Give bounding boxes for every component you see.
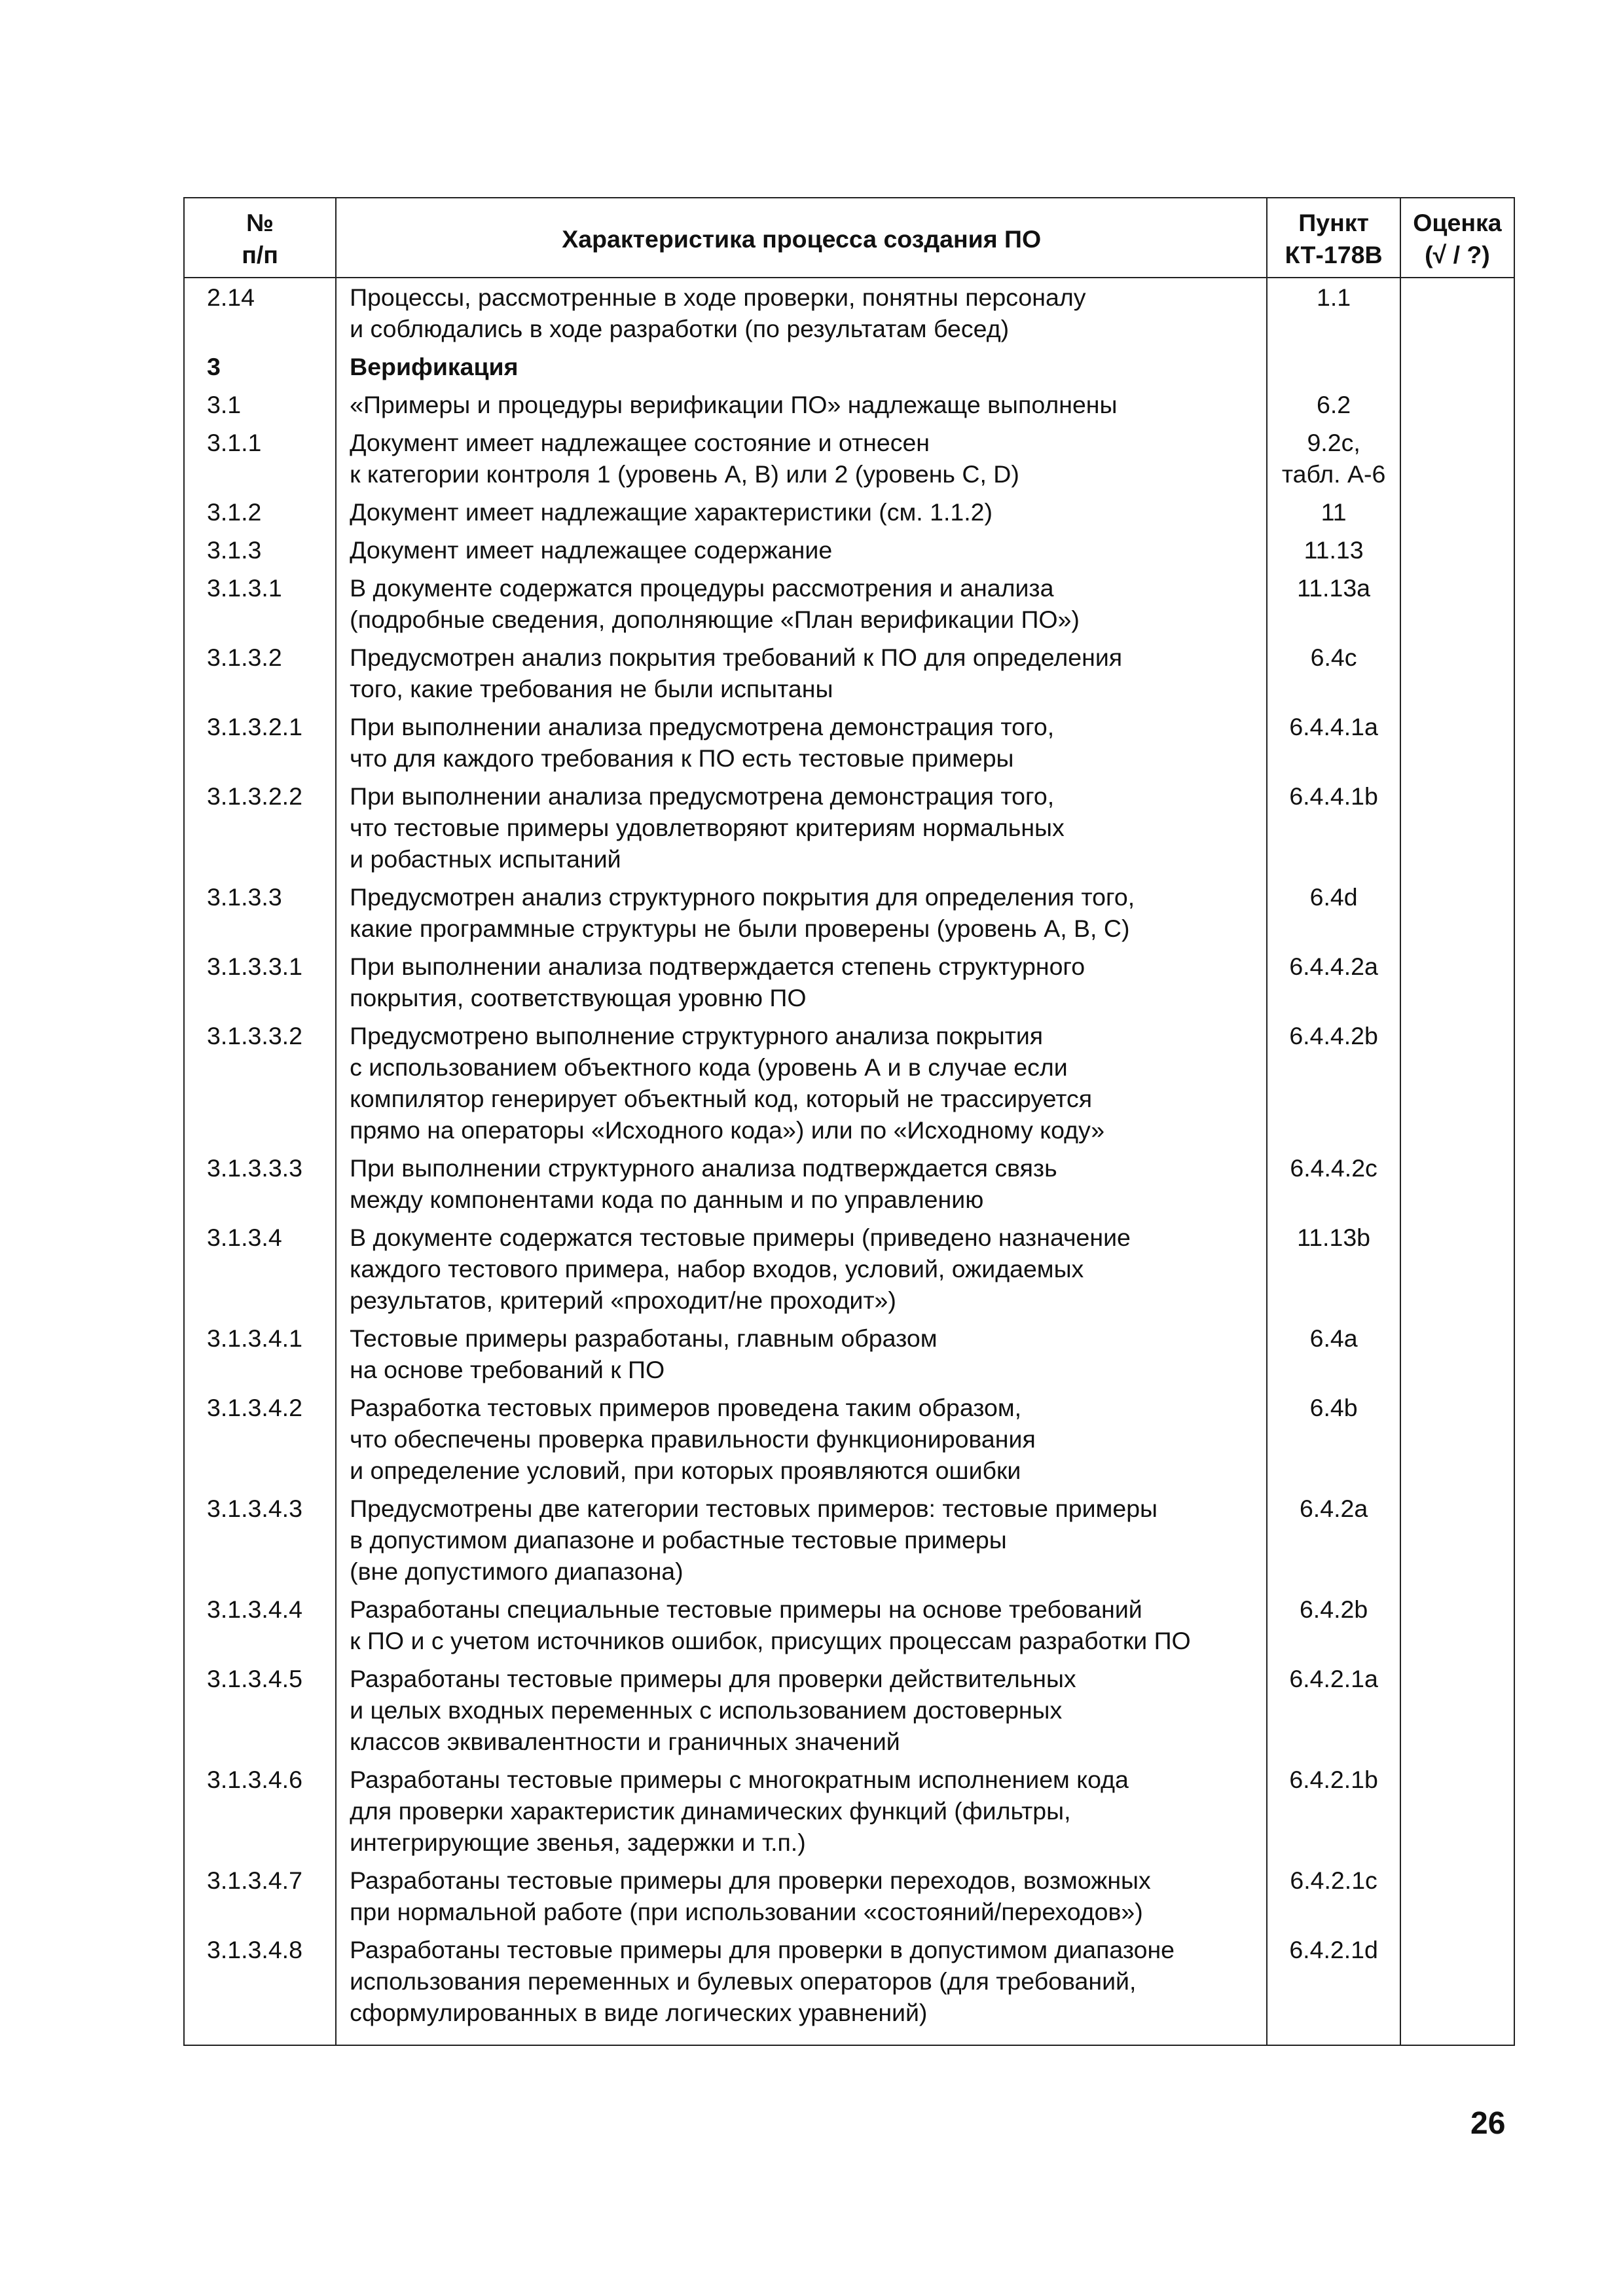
row-clause: 6.4.2b: [1267, 1590, 1400, 1660]
row-number: 3.1.3.4.6: [184, 1760, 336, 1861]
row-assessment: [1400, 1389, 1514, 1489]
table-row: [184, 777, 1514, 878]
row-number: 3.1.3.1: [184, 569, 336, 638]
table-row: [184, 424, 1514, 493]
row-characteristic: В документе содержатся тестовые примеры (приведено назначение каждого тестового примера, набор входов, условий, ожидаемых результатов, критерий «проходит/не проходит»): [336, 1218, 1267, 1319]
row-number: 3.1.3: [184, 531, 336, 569]
row-clause: 6.4b: [1267, 1389, 1400, 1489]
row-number: 3.1.3.3.1: [184, 947, 336, 1017]
table-row: [184, 493, 1514, 531]
row-clause: 6.4.4.2а: [1267, 947, 1400, 1017]
table-header-row: [184, 198, 1514, 278]
table-row: [184, 1861, 1514, 1931]
checklist-table: [183, 197, 1515, 2046]
spacer-cell: [1400, 2032, 1514, 2045]
row-number: 3.1.3.3.2: [184, 1017, 336, 1149]
row-characteristic: Предусмотрен анализ покрытия требований к ПО для определения того, какие требования не были испытаны: [336, 638, 1267, 708]
row-clause: 6.4.2а: [1267, 1489, 1400, 1590]
table-row: [184, 1760, 1514, 1861]
row-assessment: [1400, 1149, 1514, 1218]
row-characteristic: Верификация: [336, 348, 1267, 386]
row-number: 3.1.3.2.2: [184, 777, 336, 878]
row-clause: 1.1: [1267, 278, 1400, 348]
row-clause: 9.2с, табл. А-6: [1267, 424, 1400, 493]
table-row: [184, 1319, 1514, 1389]
table-row: [184, 278, 1514, 348]
row-characteristic: Предусмотрены две категории тестовых примеров: тестовые примеры в допустимом диапазоне и робастные тестовые примеры (вне допустимого диапазона): [336, 1489, 1267, 1590]
row-clause: 6.4с: [1267, 638, 1400, 708]
row-number: 3.1.3.4.7: [184, 1861, 336, 1931]
row-characteristic: Тестовые примеры разработаны, главным образом на основе требований к ПО: [336, 1319, 1267, 1389]
row-clause: 11.13а: [1267, 569, 1400, 638]
row-assessment: [1400, 1660, 1514, 1760]
header-clause: Пункт КТ-178В: [1267, 198, 1400, 278]
row-assessment: [1400, 1760, 1514, 1861]
row-clause: 6.4.2.1а: [1267, 1660, 1400, 1760]
table-row: [184, 1017, 1514, 1149]
table-row: [184, 1149, 1514, 1218]
row-assessment: [1400, 569, 1514, 638]
table-row: [184, 638, 1514, 708]
row-clause: 6.4.2.1b: [1267, 1760, 1400, 1861]
row-assessment: [1400, 1861, 1514, 1931]
table-row: [184, 531, 1514, 569]
table-row: [184, 947, 1514, 1017]
row-clause: 6.4.4.2b: [1267, 1017, 1400, 1149]
row-assessment: [1400, 278, 1514, 348]
row-number: 3.1.3.4.8: [184, 1931, 336, 2032]
row-characteristic: Разработаны тестовые примеры для проверки действительных и целых входных переменных с использованием достоверных классов эквивалентности и граничных значений: [336, 1660, 1267, 1760]
table-row: [184, 348, 1514, 386]
row-assessment: [1400, 878, 1514, 947]
row-number: 3.1.3.4.5: [184, 1660, 336, 1760]
row-characteristic: Документ имеет надлежащее содержание: [336, 531, 1267, 569]
row-characteristic: При выполнении анализа предусмотрена демонстрация того, что для каждого требования к ПО есть тестовые примеры: [336, 708, 1267, 777]
table-row: [184, 878, 1514, 947]
table-row: [184, 708, 1514, 777]
row-assessment: [1400, 708, 1514, 777]
row-clause: 6.4d: [1267, 878, 1400, 947]
row-characteristic: «Примеры и процедуры верификации ПО» надлежаще выполнены: [336, 386, 1267, 424]
row-clause: [1267, 348, 1400, 386]
row-number: 3.1: [184, 386, 336, 424]
row-clause: 11: [1267, 493, 1400, 531]
table-row: [184, 386, 1514, 424]
row-number: 3.1.3.3: [184, 878, 336, 947]
row-assessment: [1400, 947, 1514, 1017]
row-number: 3.1.2: [184, 493, 336, 531]
row-clause: 11.13b: [1267, 1218, 1400, 1319]
row-number: 3.1.3.2: [184, 638, 336, 708]
row-characteristic: Документ имеет надлежащее состояние и отнесен к категории контроля 1 (уровень А, В) или 2 (уровень С, D): [336, 424, 1267, 493]
row-number: 3.1.3.3.3: [184, 1149, 336, 1218]
row-characteristic: Разработаны тестовые примеры для проверки переходов, возможных при нормальной работе (при использовании «состояний/переходов»): [336, 1861, 1267, 1931]
page-number: 26: [1470, 2106, 1506, 2141]
row-assessment: [1400, 1319, 1514, 1389]
row-clause: 6.4.4.2с: [1267, 1149, 1400, 1218]
table-bottom-spacer: [184, 2032, 1514, 2045]
row-characteristic: Процессы, рассмотренные в ходе проверки, понятны персоналу и соблюдались в ходе разработки (по результатам бесед): [336, 278, 1267, 348]
row-clause: 6.4.4.1b: [1267, 777, 1400, 878]
row-clause: 6.2: [1267, 386, 1400, 424]
header-characteristic: Характеристика процесса создания ПО: [336, 198, 1267, 278]
row-number: 3.1.3.4.1: [184, 1319, 336, 1389]
row-assessment: [1400, 1931, 1514, 2032]
table-row: [184, 1218, 1514, 1319]
table-row: [184, 1489, 1514, 1590]
row-assessment: [1400, 1017, 1514, 1149]
row-characteristic: При выполнении анализа предусмотрена демонстрация того, что тестовые примеры удовлетворяют критериям нормальных и робастных испытаний: [336, 777, 1267, 878]
row-number: 3.1.1: [184, 424, 336, 493]
table-row: [184, 1389, 1514, 1489]
header-num: № п/п: [184, 198, 336, 278]
row-assessment: [1400, 777, 1514, 878]
table-body: [184, 278, 1514, 2045]
row-characteristic: Разработаны специальные тестовые примеры на основе требований к ПО и с учетом источников ошибок, присущих процессам разработки ПО: [336, 1590, 1267, 1660]
row-clause: 6.4.4.1а: [1267, 708, 1400, 777]
spacer-cell: [184, 2032, 336, 2045]
row-characteristic: Предусмотрено выполнение структурного анализа покрытия с использованием объектного кода (уровень А и в случае если компилятор генерирует объектный код, который не трассируется прямо на операторы «Исходного кода») или по «Исходному коду»: [336, 1017, 1267, 1149]
row-clause: 6.4а: [1267, 1319, 1400, 1389]
row-characteristic: Разработаны тестовые примеры для проверки в допустимом диапазоне использования переменных и булевых операторов (для требований, сформулированных в виде логических уравнений): [336, 1931, 1267, 2032]
table-row: [184, 1931, 1514, 2032]
spacer-cell: [336, 2032, 1267, 2045]
row-assessment: [1400, 386, 1514, 424]
spacer-cell: [1267, 2032, 1400, 2045]
row-number: 2.14: [184, 278, 336, 348]
row-assessment: [1400, 1489, 1514, 1590]
row-assessment: [1400, 531, 1514, 569]
table-row: [184, 569, 1514, 638]
row-characteristic: Предусмотрен анализ структурного покрытия для определения того, какие программные структуры не были проверены (уровень А, В, С): [336, 878, 1267, 947]
row-number: 3.1.3.4.4: [184, 1590, 336, 1660]
row-assessment: [1400, 493, 1514, 531]
row-number: 3.1.3.4: [184, 1218, 336, 1319]
row-characteristic: В документе содержатся процедуры рассмотрения и анализа (подробные сведения, дополняющие «План верификации ПО»): [336, 569, 1267, 638]
row-characteristic: При выполнении анализа подтверждается степень структурного покрытия, соответствующая уровню ПО: [336, 947, 1267, 1017]
row-assessment: [1400, 424, 1514, 493]
row-clause: 6.4.2.1с: [1267, 1861, 1400, 1931]
row-clause: 6.4.2.1d: [1267, 1931, 1400, 2032]
table-row: [184, 1660, 1514, 1760]
row-assessment: [1400, 638, 1514, 708]
row-number: 3.1.3.2.1: [184, 708, 336, 777]
row-assessment: [1400, 1218, 1514, 1319]
row-characteristic: Документ имеет надлежащие характеристики (см. 1.1.2): [336, 493, 1267, 531]
row-number: 3.1.3.4.3: [184, 1489, 336, 1590]
row-clause: 11.13: [1267, 531, 1400, 569]
row-assessment: [1400, 348, 1514, 386]
row-characteristic: Разработаны тестовые примеры с многократным исполнением кода для проверки характеристик динамических функций (фильтры, интегрирующие звенья, задержки и т.п.): [336, 1760, 1267, 1861]
row-characteristic: Разработка тестовых примеров проведена таким образом, что обеспечены проверка правильности функционирования и определение условий, при которых проявляются ошибки: [336, 1389, 1267, 1489]
row-assessment: [1400, 1590, 1514, 1660]
row-characteristic: При выполнении структурного анализа подтверждается связь между компонентами кода по данным и по управлению: [336, 1149, 1267, 1218]
row-number: 3.1.3.4.2: [184, 1389, 336, 1489]
table-row: [184, 1590, 1514, 1660]
row-number: 3: [184, 348, 336, 386]
header-assessment: Оценка (√ / ?): [1400, 198, 1514, 278]
